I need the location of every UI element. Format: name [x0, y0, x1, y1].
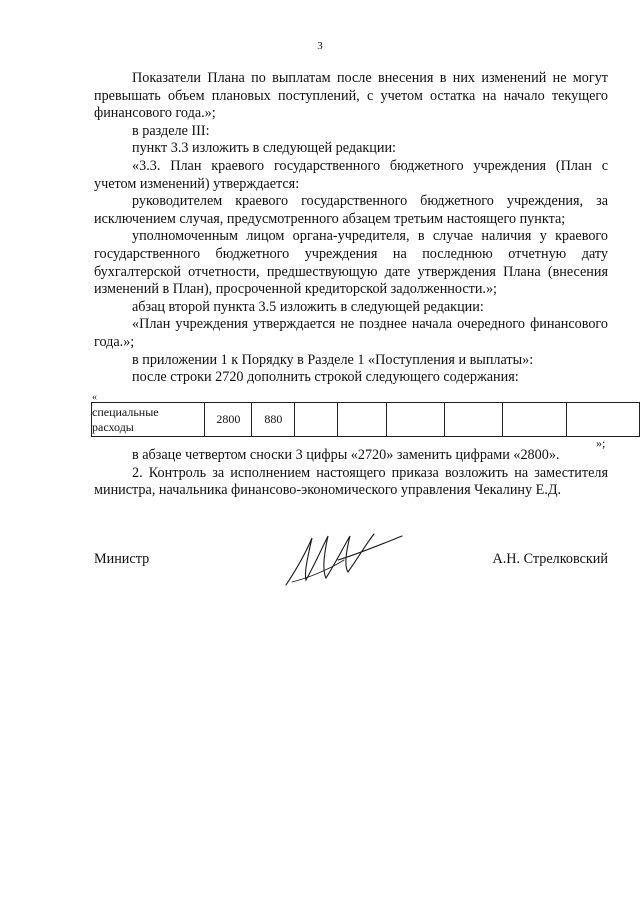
paragraph: «План учреждения утверждается не позднее начала очередного финансового года.»;: [94, 316, 608, 350]
signatory-title: Министр: [94, 551, 150, 567]
line-code-cell: 2800: [205, 403, 252, 437]
paragraph: в разделе III:: [132, 122, 210, 139]
handwritten-signature: [278, 530, 408, 590]
empty-cell: [338, 403, 386, 437]
table-close-quote: »;: [596, 436, 606, 450]
paragraph: руководителем краевого государственного бюджетного учреждения, за исключением случая, предусмотренного абзацем третьим настоящего пункта;: [94, 193, 608, 227]
empty-cell: [295, 403, 338, 437]
paragraph: Показатели Плана по выплатам после внесения в них изменений не могут превышать объем плановых поступлений, с учетом остатка на начало текущего финансового года.»;: [94, 70, 608, 122]
code-cell: 880: [252, 403, 295, 437]
page-number: 3: [317, 40, 323, 52]
paragraph: абзац второй пункта 3.5 изложить в следующей редакции:: [132, 298, 484, 315]
empty-cell: [566, 403, 639, 437]
paragraph: в приложении 1 к Порядку в Разделе 1 «Поступления и выплаты»:: [132, 351, 534, 368]
row-name-cell: специальные расходы: [92, 403, 205, 437]
insert-row-table: [91, 402, 640, 437]
empty-cell: [503, 403, 567, 437]
signatory-name: А.Н. Стрелковский: [492, 551, 608, 567]
paragraph: пункт 3.3 изложить в следующей редакции:: [132, 140, 396, 157]
paragraph: «3.3. План краевого государственного бюджетного учреждения (План с учетом изменений) утверждается:: [94, 157, 608, 192]
document-body: [94, 70, 608, 387]
document-body-continued: [94, 447, 608, 500]
paragraph: в абзаце четвертом сноски 3 цифры «2720» заменить цифрами «2800».: [132, 447, 560, 463]
empty-cell: [386, 403, 444, 437]
paragraph: после строки 2720 дополнить строкой следующего содержания:: [132, 369, 519, 386]
table-row: [92, 403, 640, 437]
table-open-quote: «: [92, 392, 97, 403]
paragraph: 2. Контроль за исполнением настоящего приказа возложить на заместителя министра, начальника финансово-экономического управления Чекалину Е.Д.: [94, 464, 608, 499]
paragraph: уполномоченным лицом органа-учредителя, в случае наличия у краевого государственного бюджетного учреждения на последнюю отчетную дату бухгалтерской отчетности, предшествующую дате утверждения Плана (внесения изменений в План), просроченной кредиторской задолженности.»;: [94, 228, 608, 298]
empty-cell: [444, 403, 503, 437]
